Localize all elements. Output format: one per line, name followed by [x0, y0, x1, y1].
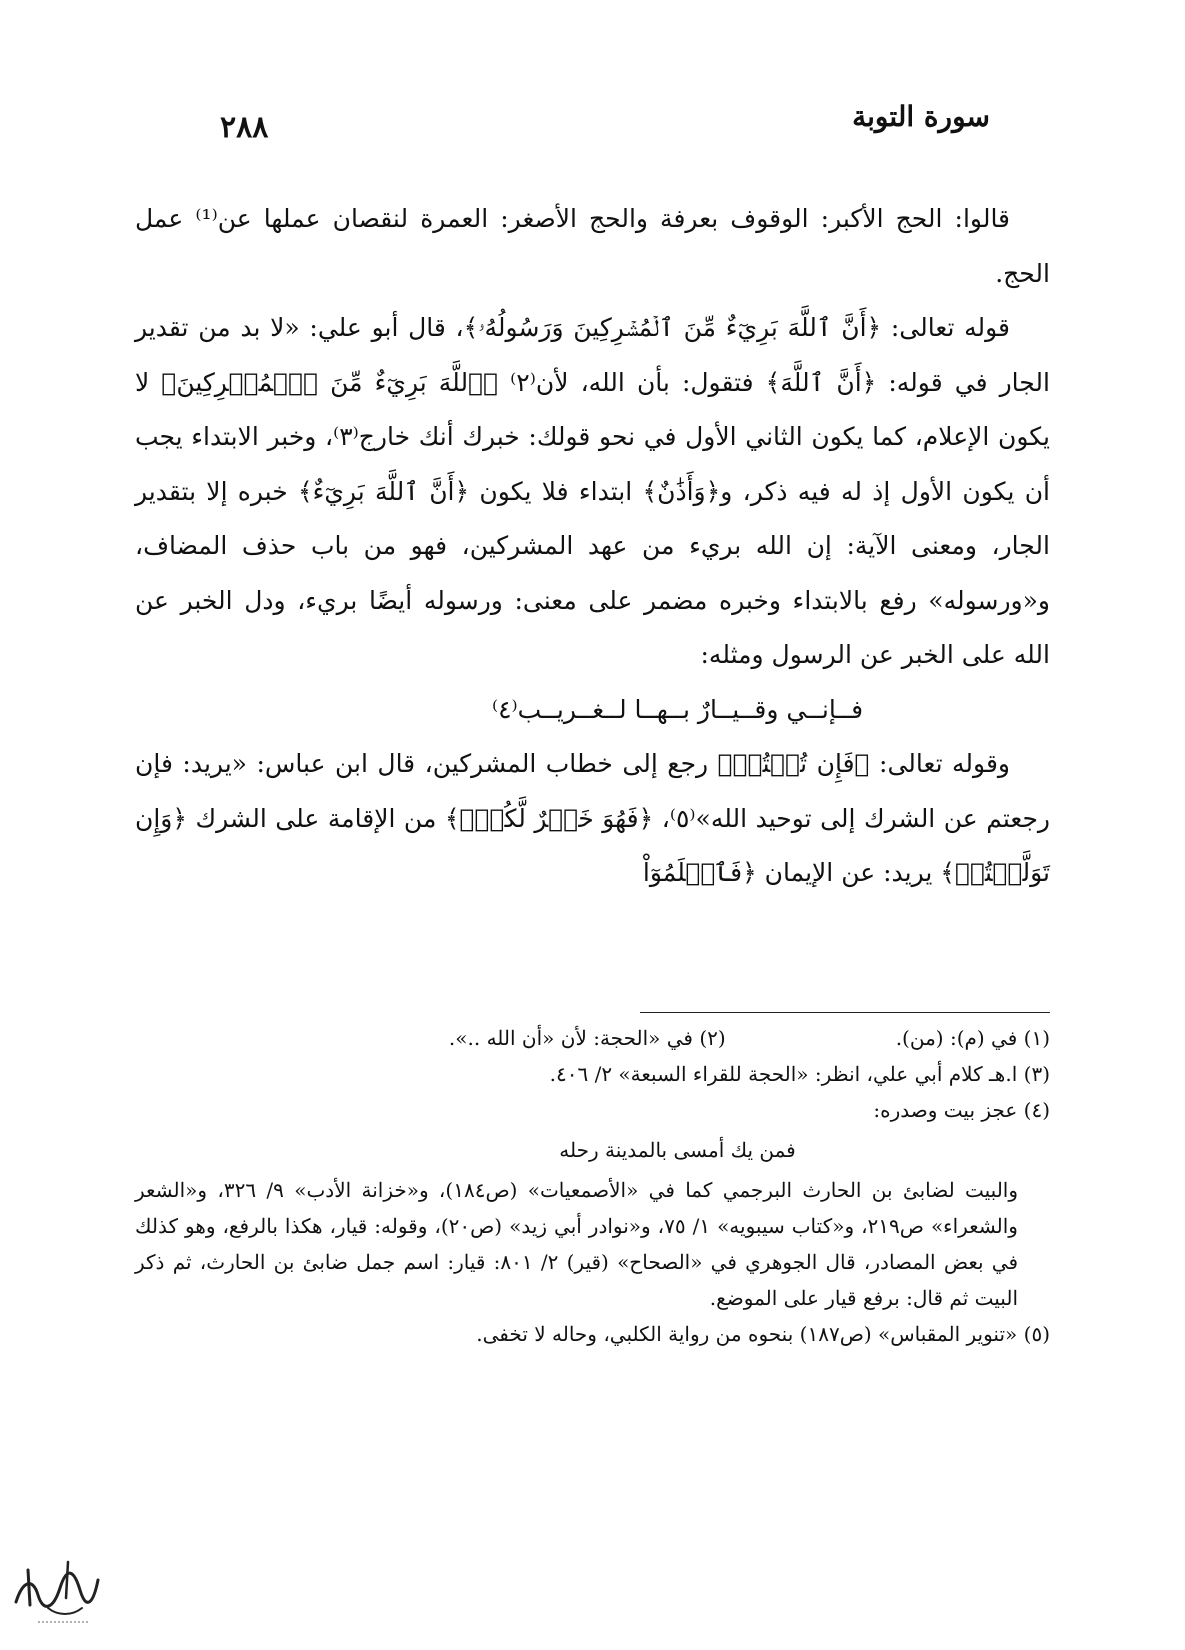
footnote-3: (٣) ا.هـ كلام أبي علي، انظر: «الحجة للقراء السبعة» ٢/ ٤٠٦. — [549, 1062, 1050, 1086]
main-text — [135, 192, 1050, 901]
paragraph-1: قالوا: الحج الأكبر: الوقوف بعرفة والحج الأصغر: العمرة لنقصان عملها عن⁽¹⁾ عمل الحج. — [135, 204, 1050, 288]
footnote-2: (٢) في «الحجة: لأن «أن الله ..». — [448, 1026, 726, 1050]
footnote-4-text: والبيت لضابئ بن الحارث البرجمي كما في «الأصمعيات» (ص١٨٤)، و«خزانة الأدب» ٩/ ٣٢٦، و«الشعر والشعراء» ص٢١٩، و«كتاب سيبويه» ١/ ٧٥، و«نوادر أبي زيد» (ص٢٠)، وقوله: قيار، هكذا بالرفع، وهو كذلك في بعض المصادر، قال الجوهري في «الصحاح» (قير) ٢/ ٨٠١: قيار: اسم جمل ضابئ بن الحارث، ثم ذكر البيت ثم قال: برفع قيار على الموضع. — [135, 1178, 1018, 1310]
poetry-verse: فــإنــي وقــيــارٌ بــهــا لــغــريــب⁽٤⁾ — [491, 694, 864, 724]
footnote-4-verse: فمن يك أمسى بالمدينة رحله — [559, 1138, 796, 1162]
surah-title: سورة التوبة — [852, 100, 990, 133]
library-stamp-logo — [8, 1550, 103, 1630]
paragraph-2: قوله تعالى: ﴿أَنَّ ٱللَّهَ بَرِيٓءٌ مِّنَ ٱلۡمُشۡرِكِينَ وَرَسُولُهُۥ﴾، قال أبو علي: «لا بد من تقدير الجار في قوله: ﴿أَنَّ ٱللَّهَ﴾ فتقول: بأن الله، لأن⁽٢⁾ ﴿ٱللَّهَ بَرِيٓءٌ مِّنَ ٱلۡمُشۡرِكِينَ﴾ لا يكون الإعلام، كما يكون الثاني الأول في نحو قولك: خبرك أنك خارج⁽٣⁾، وخبر الابتداء يجب أن يكون الأول إذ له فيه ذكر، و﴿وَأَذَٰنٌ﴾ ابتداء فلا يكون ﴿أَنَّ ٱللَّهَ بَرِيٓءٌ﴾ خبره إلا بتقدير الجار، ومعنى الآية: إن الله بريء من عهد المشركين، فهو من باب حذف المضاف، و«ورسوله» رفع بالابتداء وخبره مضمر على معنى: ورسوله أيضًا بريء، ودل الخبر عن الله على الخبر عن الرسول ومثله: — [135, 313, 1051, 669]
page-header — [180, 100, 1000, 150]
footnote-row-1-2 — [135, 1020, 1050, 1056]
page-number: ٢٨٨ — [220, 110, 269, 145]
footnote-5: (٥) «تنوير المقباس» (ص١٨٧) بنحوه من رواية الكلبي، وحاله لا تخفى. — [476, 1322, 1050, 1346]
footnote-4: (٤) عجز بيت وصدره: — [873, 1098, 1050, 1122]
footnote-1: (١) في (م): (من). — [895, 1026, 1050, 1050]
stamp-calligraphy-icon — [8, 1550, 103, 1630]
footnote-divider — [640, 1012, 1050, 1013]
footnotes — [135, 1020, 1050, 1352]
paragraph-3: وقوله تعالى: ﴿فَإِن تُبۡتُمۡ﴾ رجع إلى خطاب المشركين، قال ابن عباس: «يريد: فإن رجعتم عن الشرك إلى توحيد الله»⁽٥⁾، ﴿فَهُوَ خَيۡرٌ لَّكُمۡۖ﴾ من الإقامة على الشرك ﴿وَإِن تَوَلَّيۡتُمۡ﴾ يريد: عن الإيمان ﴿فَٱعۡلَمُوٓاْ — [135, 749, 1050, 887]
